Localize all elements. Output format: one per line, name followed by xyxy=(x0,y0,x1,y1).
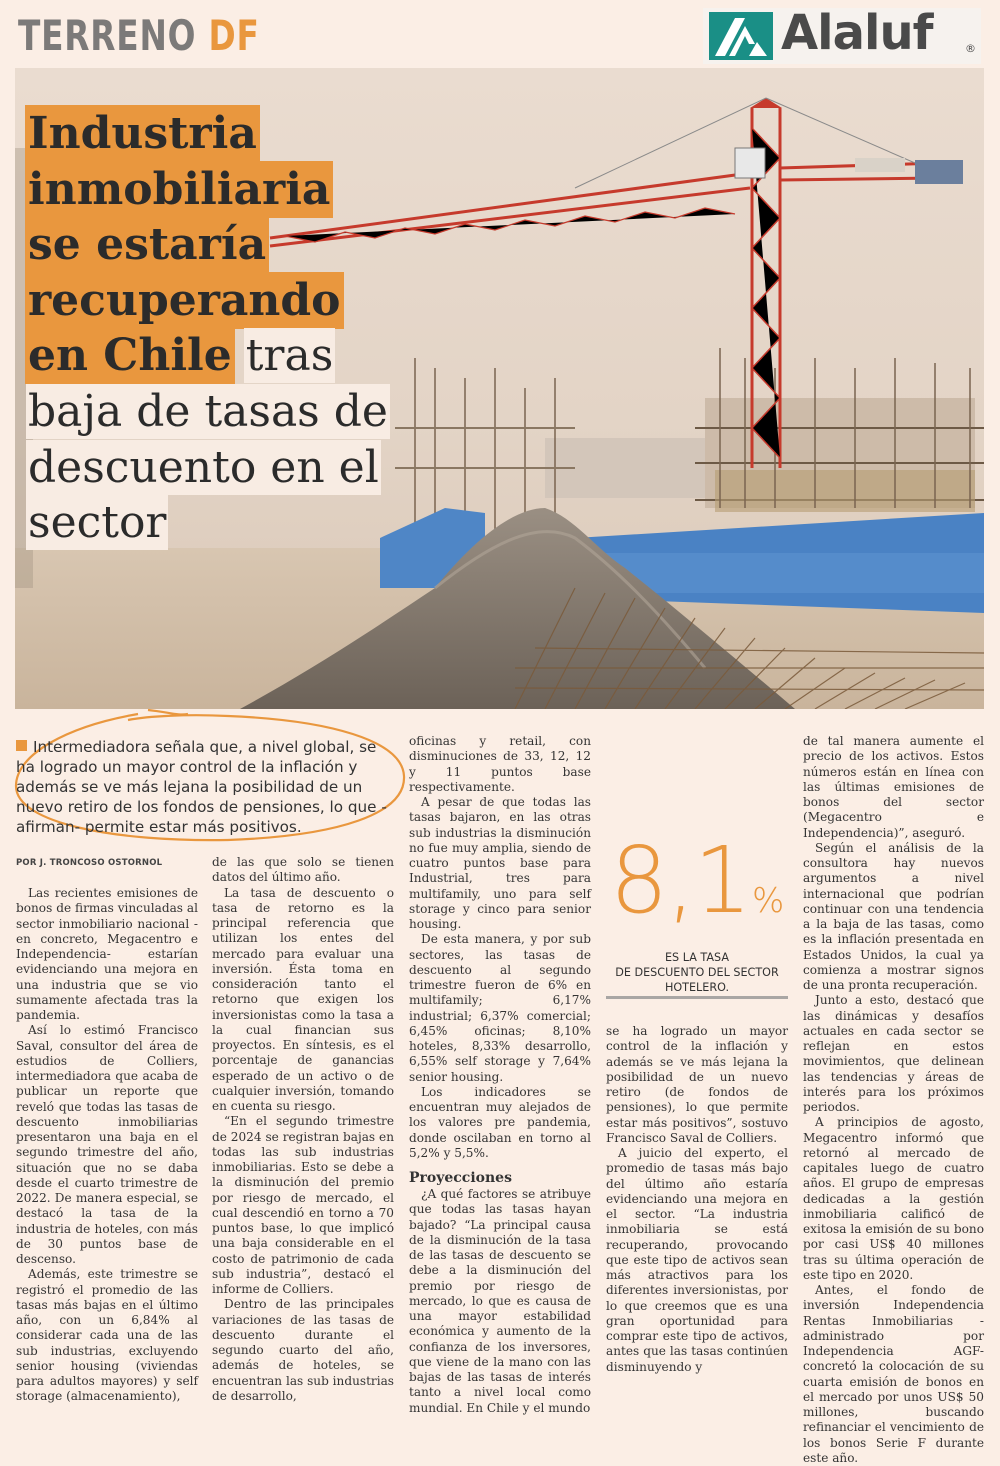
byline: POR J. TRONCOSO OSTORNOL xyxy=(16,858,163,868)
body-column-5 xyxy=(803,734,984,1466)
paragraph: se ha logrado un mayor control de la inflación y además se ve más lejana la posibilidad de un nuevo retiro (de fondos de pensiones), lo que permite estar más positivos”, sostuvo Francisco Saval de Colliers. xyxy=(606,1024,788,1145)
paragraph: Así lo estimó Francisco Saval, consultor del área de estudios de Colliers, intermediadora que acaba de publicar un reporte que reveló que todas las tasas de descuento inmobiliarias presentaron una baja en el segundo trimestre del año, situación que no se daba desde el cuarto trimestre de 2022. De manera especial, se destacó la tasa de la industria de hoteles, con más de 30 puntos base de descenso. xyxy=(16,1023,198,1266)
stat-label xyxy=(606,950,788,995)
orange-square-bullet xyxy=(16,740,27,751)
stat-number: 8,1 xyxy=(609,827,750,934)
paragraph: Dentro de las principales variaciones de las tasas de descuento durante el segundo cuarto del año, además de hoteles, se encuentran las sub industrias de desarrollo, xyxy=(212,1297,394,1403)
alaluf-logo-icon xyxy=(709,12,773,60)
body-column-3 xyxy=(409,734,591,1416)
paragraph: Junto a esto, destacó que las dinámicas y desafíos actuales en cada sector se reflejan en estos movimientos, que delinean las tendencias y áreas de interés para los próximos periodos. xyxy=(803,993,984,1114)
headline-line-8: sector xyxy=(28,497,167,549)
headline-line-2: inmobiliaria xyxy=(28,163,331,215)
headline-line-4: recuperando xyxy=(28,274,341,326)
headline-line-3: se estaría xyxy=(28,219,267,271)
body-column-4 xyxy=(606,1024,788,1375)
section-label-terreno: TERRENO xyxy=(18,11,197,60)
paragraph: Además, este trimestre se registró el promedio de las tasas más bajas en el último año, con un 6,84% al considerar cada una de las sub industrias, excluyendo senior housing (viviendas para adultos mayores) y self storage (almacenamiento), xyxy=(16,1267,198,1404)
advertiser-logo xyxy=(703,5,981,64)
section-label-df: DF xyxy=(208,11,260,60)
paragraph: A juicio del experto, el promedio de tasas más bajo del último año estaría evidenciando una mejora en el sector. “La industria inmobiliaria se está recuperando, provocando que este tipo de activos sean más atractivos para los diferentes inversionistas, por lo que creemos que es una gran oportunidad para comprar este tipo de activos, antes que las tasas continúen disminuyendo y xyxy=(606,1146,788,1374)
stat-label-line-1: ES LA TASA xyxy=(664,951,729,964)
paragraph: Las recientes emisiones de bonos de firmas vinculadas al sector inmobiliario nacional -en concreto, Megacentro e Independencia- estarían evidenciando una mejora en una industria que se vio sumamente afectada tras la pandemia. xyxy=(16,886,198,1022)
stat-label-line-2: DE DESCUENTO DEL SECTOR xyxy=(615,966,779,979)
headline-line-1: Industria xyxy=(28,108,257,159)
subheading: Proyecciones xyxy=(409,1170,512,1186)
paragraph: ¿A qué factores se atribuye que todas las tasas hayan bajado? “La principal causa de la disminución de la tasa de las tasas de descuento se debe a la disminución del premio por riesgo de mercado, lo que es causa de una mayor estabilidad económica y aumento de la confianza de los inversores, que viene de la mano con las bajas de las tasas de interés tanto a nivel local como mundial. En Chile y el mundo xyxy=(409,1187,591,1415)
paragraph: Según el análisis de la consultora hay nuevos argumentos a nivel internacional que podrían continuar con una tendencia a la baja de las tasas, como es la inflación presentada en Estados Unidos, la cual ya comienza a mostrar signos de una pronta recuperación. xyxy=(803,840,984,992)
headline-line-6: baja de tasas de xyxy=(28,385,388,437)
paragraph: A pesar de que todas las tasas bajaron, en las otras sub industrias la disminución no fue muy amplia, siendo de cuatro puntos base para Industrial, tres para multifamily, uno para self storage y cinco para senior housing. xyxy=(409,795,591,931)
registered-mark: ® xyxy=(965,42,976,55)
paragraph: oficinas y retail, con disminuciones de 33, 12, 12 y 11 puntos base respectivamente. xyxy=(409,734,591,794)
paragraph: Antes, el fondo de inversión Independencia Rentas Inmobiliarias -administrado por Independencia AGF- concretó la colocación de su cuarta emisión de bonos en el mercado por unos US$ 50 millones, buscando refinanciar el vencimiento de los bonos Serie F durante este año. xyxy=(803,1283,984,1465)
alaluf-wordmark: Alaluf xyxy=(781,5,933,61)
paragraph: de tal manera aumente el precio de los activos. Estos números están en línea con las últimas emisiones de bonos del sector (Megacentro e Independencia)”, aseguró. xyxy=(803,734,984,840)
headline xyxy=(28,106,398,551)
paragraph: La tasa de descuento o tasa de retorno es la principal referencia que utilizan los entes del mercado para evaluar una inversión. Ésta toma en consideración tanto el retorno que exigen los inversionistas como la tasa a la cual financian sus proyectos. En síntesis, es el porcentaje de ganancias esperado de un activo o de cualquier inversión, tomando en cuenta su riesgo. xyxy=(212,885,394,1113)
body-column-2 xyxy=(212,855,394,1404)
headline-line-5b: tras xyxy=(245,330,334,382)
stat-label-line-3: HOTELERO. xyxy=(664,981,730,994)
lead-summary xyxy=(16,737,396,837)
paragraph: De esta manera, y por sub sectores, las tasas de descuento al segundo trimestre fueron de 6% en multifamily; 6,17% industrial; 6,37% comercial; 6,45% oficinas; 8,10% hoteles, 8,33% desarrollo, 6,55% self storage y 7,64% senior housing. xyxy=(409,932,591,1084)
paragraph: A principios de agosto, Megacentro informó que retornó al mercado de capitales luego de cuatro años. El grupo de empresas dedicadas a la gestión inmobiliaria calificó de exitosa la emisión de su bono por casi US$ 40 millones tras su última operación de este tipo en 2020. xyxy=(803,1115,984,1282)
paragraph: “En el segundo trimestre de 2024 se registran bajas en todas las sub industrias inmobiliarias. Esto se debe a la disminución del premio por riesgo de mercado, el cual descendió en torno a 70 puntos base, lo que implicó una baja considerable en el costo de patrimonio de cada sub industria”, destacó el informe de Colliers. xyxy=(212,1114,394,1296)
stat-callout xyxy=(606,826,788,995)
lead-summary-text: Intermediadora señala que, a nivel global, se ha logrado un mayor control de la inflación y además se ve más lejana la posibilidad de un nuevo retiro de los fondos de pensiones, lo que -afirman- permite estar más positivos. xyxy=(16,738,387,836)
stat-value xyxy=(606,826,788,956)
paragraph: de las que solo se tienen datos del último año. xyxy=(212,855,394,885)
paragraph: Los indicadores se encuentran muy alejados de los valores pre pandemia, donde oscilaban en torno al 5,2% y 5,5%. xyxy=(409,1084,591,1160)
body-column-1 xyxy=(16,886,198,1405)
headline-line-7: descuento en el xyxy=(28,441,379,493)
stat-divider xyxy=(606,996,788,999)
section-label xyxy=(18,10,260,62)
headline-line-5a: en Chile xyxy=(28,330,232,382)
stat-unit: % xyxy=(752,881,785,921)
